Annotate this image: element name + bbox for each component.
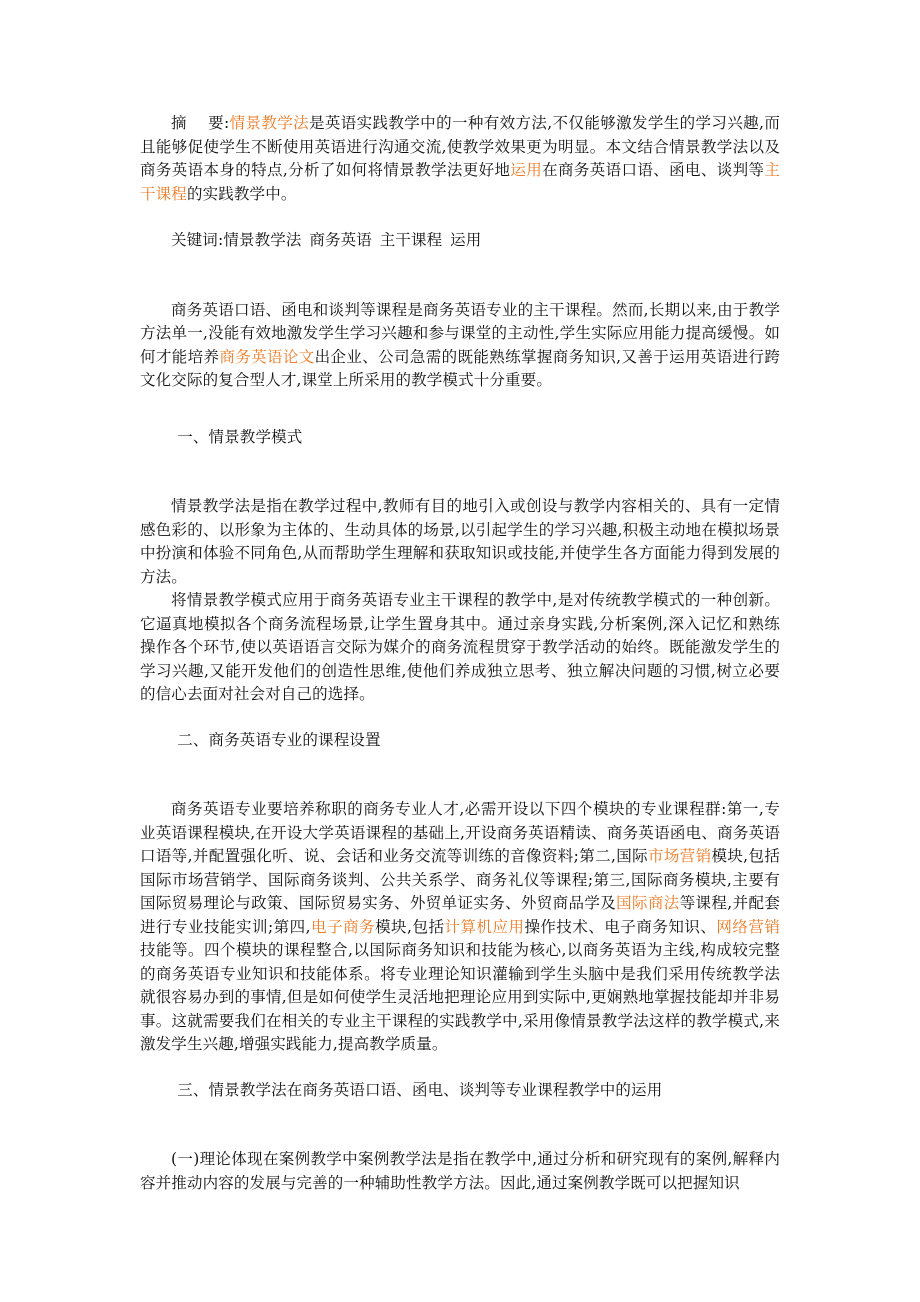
abstract-text-2: 在商务英语口语、函电、谈判等 [542, 161, 765, 179]
section-2-text-1: 商务英语专业要培养称职的商务专业人才,必需开设以下四个模块的专业课程群:第一,专业英语课程模块,在开设大学英语课程的基础上,开设商务英语精读、商务英语函电、商务英语口语等,并配置强化听、说、会话和业务交流等训练的音像资料;第二,国际 [140, 800, 780, 865]
link-business-english-paper[interactable]: 商务英语论文 [219, 347, 315, 366]
link-international-commercial-law[interactable]: 国际商法 [616, 894, 680, 912]
section-1-paragraph-1: 情景教学法是指在教学过程中,教师有目的地引入或创设与教学内容相关的、具有一定情感色彩的、以形象为主体的、生动具体的场景,以引起学生的学习兴趣,积极主动地在模拟场景中扮演和体验不同角色,从而帮助学生理解和获取知识或技能,并使学生各方面能力得到发展的方法。 [140, 497, 780, 586]
section-2-paragraph [140, 798, 780, 1057]
keywords-label: 关键词: [171, 231, 224, 249]
link-marketing[interactable]: 市场营销 [647, 847, 712, 865]
section-2-heading: 二、商务英语专业的课程设置 [177, 730, 381, 749]
abstract-label: 摘 要: [171, 114, 230, 132]
section-3-heading: 三、情景教学法在商务英语口语、函电、谈判等专业课程教学中的运用 [177, 1080, 663, 1099]
abstract-text-3: 的实践教学中。 [186, 184, 297, 203]
intro-text-2: 出企业、公司急需的既能熟练掌握商务知识,又善于运用英语进行跨文化交际的复合型人才,课堂上所采用的教学模式十分重要。 [140, 347, 780, 389]
link-e-commerce[interactable]: 电子商务 [310, 917, 376, 936]
abstract-paragraph [140, 112, 780, 206]
keyword-item: 情景教学法 [223, 231, 302, 249]
section-2-text-2: 模块,包括国际市场营销学、国际商务谈判、公共关系学、商务礼仪等课程;第三,国际商务模块,主要有国际贸易理论与政策、国际贸易实务、外贸单证实务、外贸商品学及 [140, 847, 780, 912]
keywords-line [140, 229, 780, 253]
intro-paragraph [140, 299, 780, 393]
abstract-text-1: 是英语实践教学中的一种有效方法,不仅能够激发学生的学习兴趣,而且能够促使学生不断使用英语进行沟通交流,使教学效果更为明显。本文结合情景教学法以及商务英语本身的特点,分析了如何将情景教学法更好地 [140, 114, 780, 179]
keyword-item: 运用 [450, 231, 482, 249]
section-3-paragraph-1: (一)理论体现在案例教学中案例教学法是指在教学中,通过分析和研究现有的案例,解释内容并推动内容的发展与完善的一种辅助性教学方法。因此,通过案例教学既可以把握知识 [140, 1150, 780, 1192]
keyword-item: 主干课程 [379, 231, 443, 249]
keyword-item: 商务英语 [309, 231, 372, 249]
link-computer-application[interactable]: 计算机应用 [444, 917, 525, 936]
section-1-paragraph-2: 将情景教学模式应用于商务英语专业主干课程的教学中,是对传统教学模式的一种创新。它逼真地模拟各个商务流程场景,让学生置身其中。通过亲身实践,分析案例,深入记忆和熟练操作各个环节,使以英语语言交际为媒介的商务流程贯穿于教学活动的始终。既能激发学生的学习兴趣,又能开发他们的创造性思维,使他们养成独立思考、独立解决问题的习惯,树立必要的信心去面对社会对自己的选择。 [140, 591, 780, 703]
link-situational-teaching[interactable]: 情景教学法 [229, 114, 309, 132]
section-2-text-4: 模块,包括 [375, 917, 445, 936]
section-2-text-5: 操作技术、电子商务知识、 [524, 917, 717, 936]
section-1-heading: 一、情景教学模式 [177, 427, 303, 446]
link-network-marketing[interactable]: 网络营销 [716, 917, 780, 936]
link-application[interactable]: 运用 [510, 161, 543, 179]
section-2-text-6: 技能等。四个模块的课程整合,以国际商务知识和技能为核心,以商务英语为主线,构成较完整的商务英语专业知识和技能体系。将专业理论知识灌输到学生头脑中是我们采用传统教学法就很容易办到的事情,但是如何使学生灵活地把理论应用到实际中,更娴熟地掌握技能却并非易事。这就需要我们在相关的专业主干课程的实践教学中,采用像情景教学法这样的教学模式,来激发学生兴趣,增强实践能力,提高教学质量。 [140, 941, 780, 1053]
intro-text-1: 商务英语口语、函电和谈判等课程是商务英语专业的主干课程。然而,长期以来,由于教学方法单一,没能有效地激发学生学习兴趣和参与课堂的主动性,学生实际应用能力提高缓慢。如何才能培养 [140, 300, 780, 366]
section-2-text-3: 等课程,并配套进行专业技能实训;第四, [140, 894, 780, 936]
link-core-courses[interactable]: 主干课程 [140, 161, 780, 203]
